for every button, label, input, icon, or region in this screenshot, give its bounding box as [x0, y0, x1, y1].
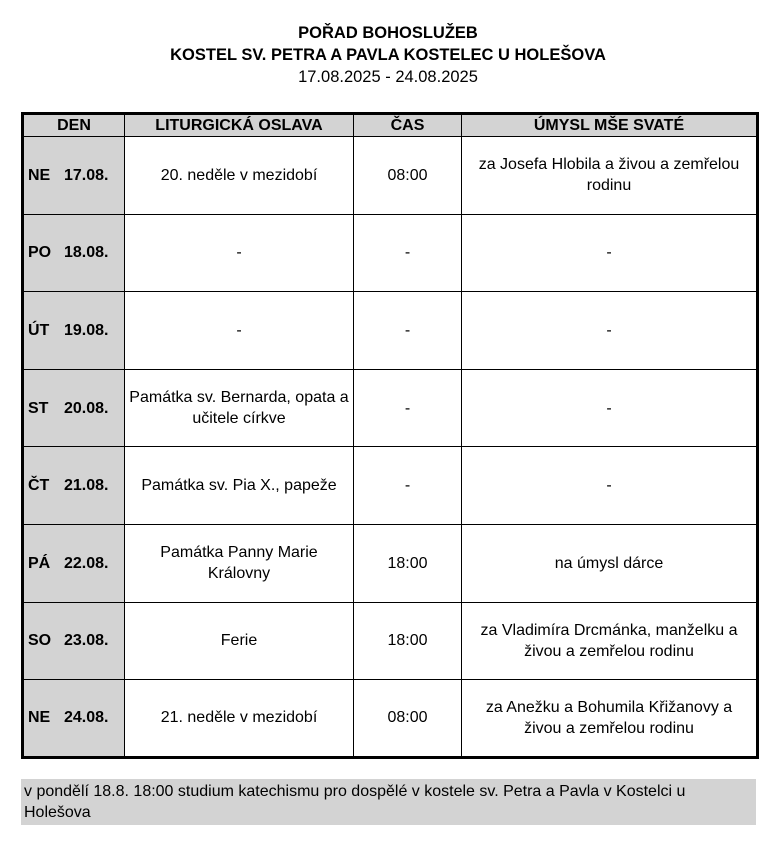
announcement-note: v pondělí 18.8. 18:00 studium katechismu pro dospělé v kostele sv. Petra a Pavla v Kostelci u Holešova	[21, 779, 756, 825]
intention-cell: -	[462, 369, 758, 447]
table-row	[23, 369, 758, 447]
time-cell: -	[354, 369, 462, 447]
intention-cell: na úmysl dárce	[462, 524, 758, 602]
celebration-cell: 20. neděle v mezidobí	[125, 137, 354, 215]
weekday: ČT	[28, 477, 50, 495]
day-cell	[23, 292, 125, 370]
column-header-time: ČAS	[354, 114, 462, 137]
date: 19.08.	[64, 321, 109, 339]
weekday: PO	[28, 244, 52, 262]
day-cell	[23, 214, 125, 292]
date: 20.08.	[64, 399, 109, 417]
intention-cell: za Vladimíra Drcmánka, manželku a živou a zemřelou rodinu	[462, 602, 758, 680]
celebration-cell: Památka Panny Marie Královny	[125, 524, 354, 602]
table-row	[23, 602, 758, 680]
intention-cell: -	[462, 292, 758, 370]
table-header-row	[23, 114, 758, 137]
column-header-intention: ÚMYSL MŠE SVATÉ	[462, 114, 758, 137]
table-row	[23, 524, 758, 602]
time-cell: 08:00	[354, 137, 462, 215]
weekday: PÁ	[28, 554, 51, 572]
column-header-day: DEN	[23, 114, 125, 137]
document-title: POŘAD BOHOSLUŽEB	[298, 24, 478, 42]
date: 17.08.	[64, 166, 109, 184]
day-cell	[23, 369, 125, 447]
schedule-table	[21, 112, 759, 759]
time-cell: -	[354, 214, 462, 292]
date: 22.08.	[64, 554, 109, 572]
celebration-cell: Ferie	[125, 602, 354, 680]
church-name: KOSTEL SV. PETRA A PAVLA KOSTELEC U HOLEŠOVA	[170, 46, 606, 64]
time-cell: 18:00	[354, 602, 462, 680]
day-cell	[23, 447, 125, 525]
document-header	[0, 22, 776, 88]
day-cell	[23, 137, 125, 215]
day-cell	[23, 524, 125, 602]
weekday: SO	[28, 632, 52, 650]
table-row	[23, 214, 758, 292]
date: 23.08.	[64, 632, 109, 650]
intention-cell: za Anežku a Bohumila Křižanovy a živou a zemřelou rodinu	[462, 680, 758, 758]
celebration-cell: 21. neděle v mezidobí	[125, 680, 354, 758]
date: 18.08.	[64, 244, 109, 262]
weekday: ÚT	[28, 321, 50, 339]
celebration-cell: Památka sv. Pia X., papeže	[125, 447, 354, 525]
time-cell: 18:00	[354, 524, 462, 602]
table-row	[23, 680, 758, 758]
intention-cell: za Josefa Hlobila a živou a zemřelou rodinu	[462, 137, 758, 215]
weekday: NE	[28, 166, 51, 184]
day-cell	[23, 602, 125, 680]
celebration-cell: -	[125, 292, 354, 370]
time-cell: 08:00	[354, 680, 462, 758]
intention-cell: -	[462, 447, 758, 525]
time-cell: -	[354, 447, 462, 525]
table-row	[23, 447, 758, 525]
date: 21.08.	[64, 477, 109, 495]
time-cell: -	[354, 292, 462, 370]
column-header-celebration: LITURGICKÁ OSLAVA	[125, 114, 354, 137]
table-row	[23, 292, 758, 370]
weekday: ST	[28, 399, 49, 417]
celebration-cell: -	[125, 214, 354, 292]
date-range: 17.08.2025 - 24.08.2025	[298, 68, 478, 86]
weekday: NE	[28, 709, 51, 727]
celebration-cell: Památka sv. Bernarda, opata a učitele církve	[125, 369, 354, 447]
date: 24.08.	[64, 709, 109, 727]
intention-cell: -	[462, 214, 758, 292]
table-row	[23, 137, 758, 215]
day-cell	[23, 680, 125, 758]
